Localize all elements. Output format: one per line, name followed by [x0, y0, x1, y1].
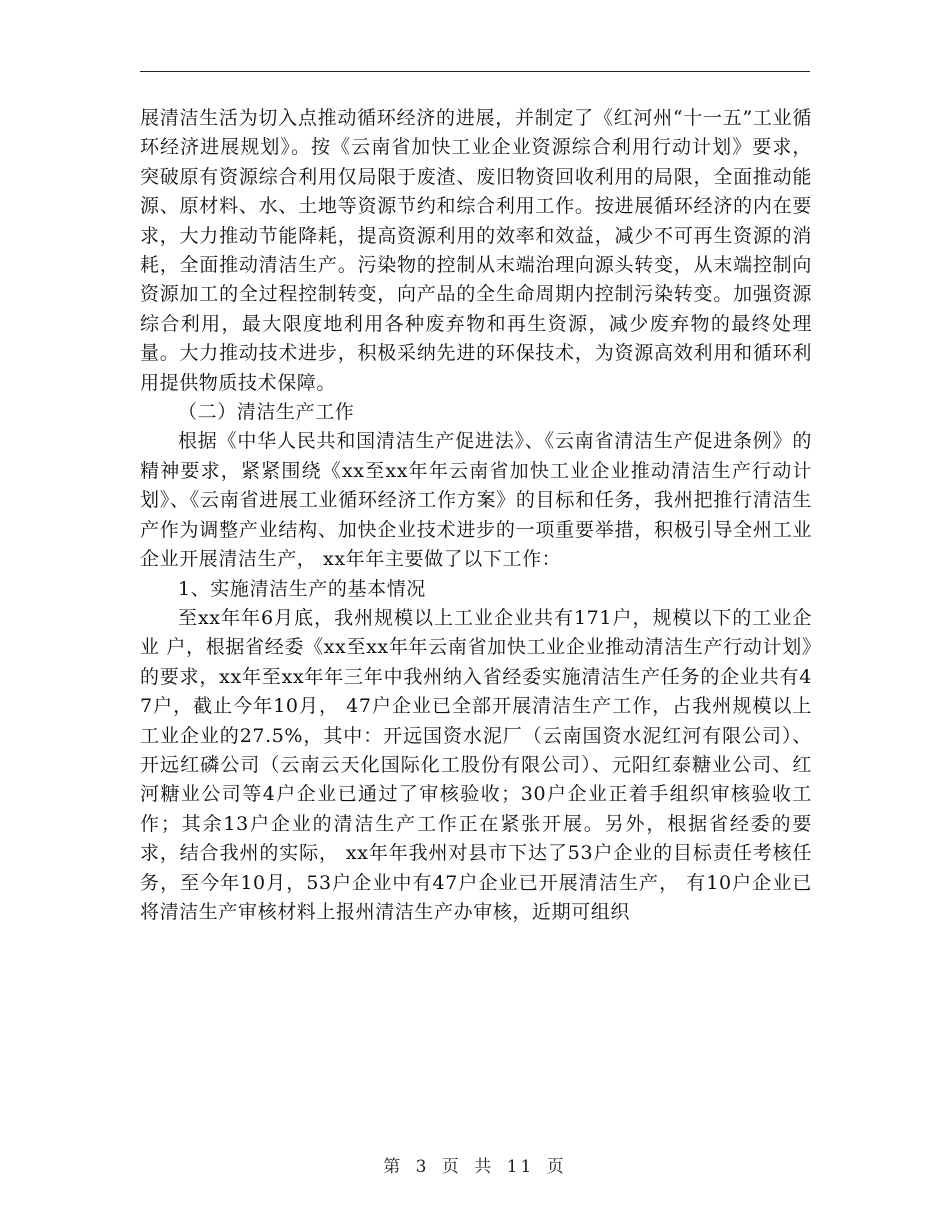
body-paragraph-clean-production-intro: 根据《中华人民共和国清洁生产促进法》、《云南省清洁生产促进条例》的精神要求，紧紧围绕《xx至xx年年云南省加快工业企业推动清洁生产行动计划》、《云南省进展工业循环经济工作方案》的目标和任务，我州把推行清洁生产作为调整产业结构、加快企业技术进步的一项重要举措，积极引导全州工业企业开展清洁生产， xx年年主要做了以下工作： — [140, 430, 812, 571]
subsection-heading-basic-situation: 1、实施清洁生产的基本情况 — [178, 577, 426, 600]
header-rule — [140, 71, 810, 72]
body-paragraph-basic-situation: 至xx年年6月底，我州规模以上工业企业共有171户，规模以下的工业企业 户，根据省经委《xx至xx年年云南省加快工业企业推动清洁生产行动计划》的要求，xx年至xx年年三年中我州纳入省经委实施清洁生产任务的企业共有47户，截止今年10月， 47户企业已全部开展清洁生产工作，占我州规模以上工业企业的27.5%，其中：开远国资水泥厂（云南国资水泥红河有限公司）、开远红磷公司（云南云天化国际化工股份有限公司）、元阳红泰糖业公司、红河糖业公司等4户企业已通过了审核验收；30户企业正着手组织审核验收工作；其余13户企业的清洁生产工作正在紧张开展。另外，根据省经委的要求，结合我州的实际， xx年年我州对县市下达了53户企业的目标责任考核任务，至今年10月，53户企业中有47户企业已开展清洁生产， 有10户企业已将清洁生产审核材料上报州清洁生产办审核，近期可组织 — [140, 606, 812, 923]
page-number-footer: 第 3 页 共 11 页 — [383, 1157, 567, 1177]
body-paragraph-continued: 展清洁生活为切入点推动循环经济的进展，并制定了《红河州“十一五”工业循环经济进展规划》。按《云南省加快工业企业资源综合利用行动计划》要求，突破原有资源综合利用仅局限于废渣、废旧物资回收利用的局限，全面推动能源、原材料、水、土地等资源节约和综合利用工作。按进展循环经济的内在要求，大力推动节能降耗，提高资源利用的效率和效益，减少不可再生资源的消耗，全面推动清洁生产。污染物的控制从末端治理向源头转变，从末端控制向资源加工的全过程控制转变，向产品的全生命周期内控制污染转变。加强资源综合利用，最大限度地利用各种废弃物和再生资源，减少废弃物的最终处理量。大力推动技术进步，积极采纳先进的环保技术，为资源高效利用和循环利用提供物质技术保障。 — [140, 107, 812, 394]
document-body — [140, 104, 812, 927]
section-heading-clean-production: （二）清洁生产工作 — [178, 401, 355, 424]
